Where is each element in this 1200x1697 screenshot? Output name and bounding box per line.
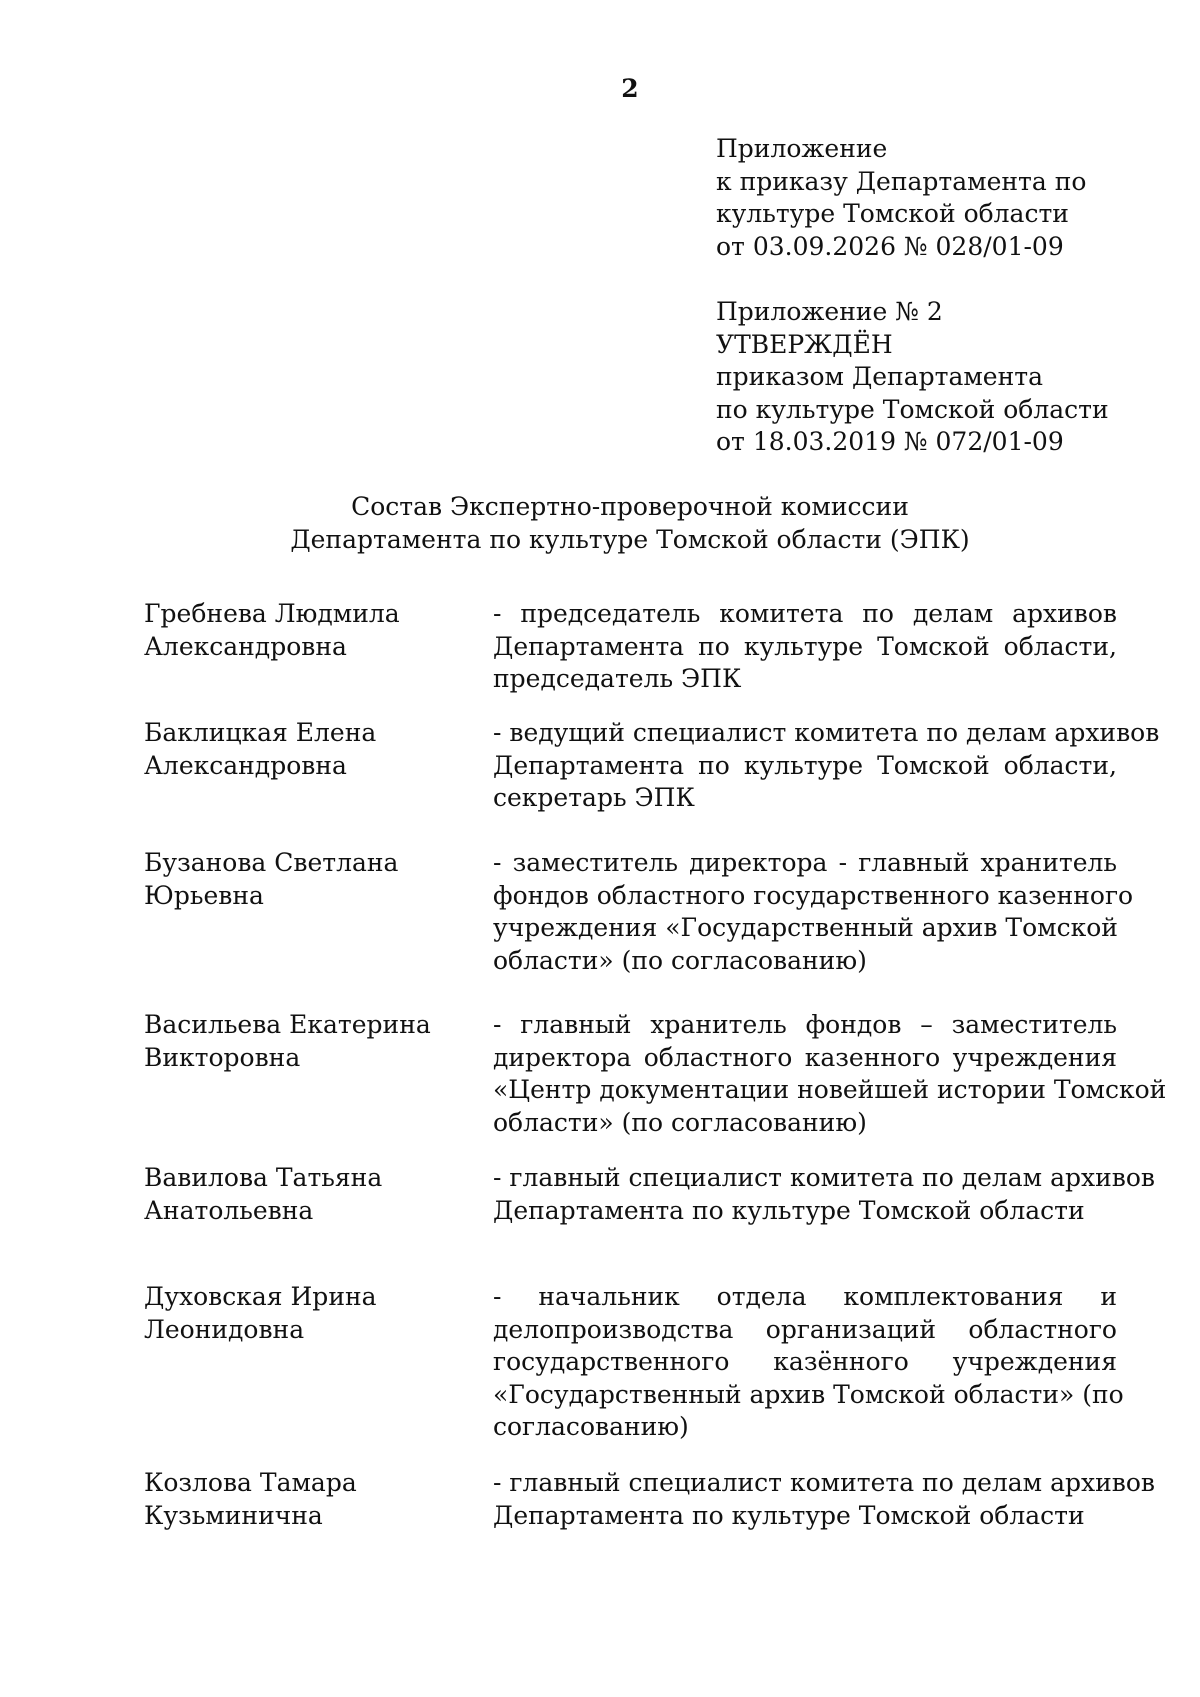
member-role-line: - главный хранитель фондов – заместитель bbox=[493, 1010, 1117, 1039]
document-title-line: Состав Экспертно-проверочной комиссии bbox=[351, 492, 909, 521]
appendix-stamp-line: Приложение bbox=[716, 134, 888, 163]
member-role-line: - председатель комитета по делам архивов bbox=[493, 599, 1117, 628]
member-name bbox=[144, 1467, 464, 1532]
appendix-stamp-line: к приказу Департамента по bbox=[716, 166, 1087, 196]
approval-stamp-line: от 18.03.2019 № 072/01-09 bbox=[716, 427, 1064, 456]
member-name bbox=[144, 1162, 464, 1227]
approval-stamp-line: УТВЕРЖДЁН bbox=[716, 329, 893, 359]
member-role-line: области» (по согласованию) bbox=[493, 945, 867, 975]
member-name bbox=[144, 847, 464, 912]
member-name bbox=[144, 1281, 464, 1346]
member-role-line: Департамента по культуре Томской области bbox=[493, 1500, 1085, 1530]
member-role-line: учреждения «Государственный архив Томской bbox=[493, 913, 1118, 942]
member-role-line: секретарь ЭПК bbox=[493, 783, 695, 812]
member-name-line: Александровна bbox=[144, 750, 347, 780]
approval-stamp-line: по культуре Томской области bbox=[716, 394, 1109, 424]
member-name-line: Вавилова Татьяна bbox=[144, 1163, 383, 1192]
member-role-line: согласованию) bbox=[493, 1412, 689, 1441]
member-role-line: «Центр документации новейшей истории Томской bbox=[493, 1075, 1167, 1104]
member-name-line: Гребнева Людмила bbox=[144, 599, 400, 628]
member-role bbox=[493, 1009, 1167, 1139]
member-role bbox=[493, 1467, 1155, 1532]
member-name-line: Леонидовна bbox=[144, 1314, 305, 1344]
member-role-line: области» (по согласованию) bbox=[493, 1107, 867, 1137]
member-name-line: Анатольевна bbox=[144, 1195, 314, 1225]
member-role-line: директора областного казенного учреждения bbox=[493, 1042, 1117, 1072]
member-role-line: - заместитель директора - главный хранитель bbox=[493, 848, 1117, 877]
member-role-line: Департамента по культуре Томской области, bbox=[493, 750, 1117, 780]
member-name bbox=[144, 598, 464, 663]
member-name-line: Бузанова Светлана bbox=[144, 848, 399, 877]
member-role bbox=[493, 847, 1134, 977]
member-name-line: Александровна bbox=[144, 631, 347, 661]
member-name-line: Баклицкая Елена bbox=[144, 718, 377, 747]
member-role-line: Департамента по культуре Томской области, bbox=[493, 631, 1117, 661]
member-role-line: фондов областного государственного казенного bbox=[493, 880, 1134, 910]
appendix-stamp-line: от 03.09.2026 № 028/01-09 bbox=[716, 231, 1064, 261]
member-role-line: - главный специалист комитета по делам архивов bbox=[493, 1163, 1155, 1192]
member-name-line: Викторовна bbox=[144, 1042, 301, 1072]
approval-stamp-line: Приложение № 2 bbox=[716, 297, 943, 326]
member-role bbox=[493, 717, 1160, 815]
page-number: 2 bbox=[621, 74, 639, 103]
member-role-line: - ведущий специалист комитета по делам архивов bbox=[493, 718, 1160, 747]
appendix-stamp-line: культуре Томской области bbox=[716, 199, 1069, 228]
member-name-line: Козлова Тамара bbox=[144, 1468, 357, 1497]
member-role-line: «Государственный архив Томской области» (по bbox=[493, 1379, 1124, 1409]
document-title-line: Департамента по культуре Томской области (ЭПК) bbox=[290, 524, 970, 554]
member-role-line: Департамента по культуре Томской области bbox=[493, 1195, 1085, 1225]
member-role-line: государственного казённого учреждения bbox=[493, 1347, 1117, 1376]
member-name bbox=[144, 1009, 464, 1074]
member-role-line: - начальник отдела комплектования и bbox=[493, 1282, 1117, 1311]
member-name-line: Кузьминична bbox=[144, 1500, 323, 1530]
member-role bbox=[493, 598, 1117, 696]
member-role-line: - главный специалист комитета по делам архивов bbox=[493, 1468, 1155, 1497]
member-role bbox=[493, 1281, 1124, 1444]
approval-stamp-line: приказом Департамента bbox=[716, 362, 1044, 391]
member-role-line: делопроизводства организаций областного bbox=[493, 1314, 1117, 1344]
member-name-line: Юрьевна bbox=[144, 880, 264, 910]
member-role-line: председатель ЭПК bbox=[493, 664, 742, 693]
member-name-line: Духовская Ирина bbox=[144, 1282, 377, 1311]
member-role bbox=[493, 1162, 1155, 1227]
member-name-line: Васильева Екатерина bbox=[144, 1010, 431, 1039]
member-name bbox=[144, 717, 464, 782]
